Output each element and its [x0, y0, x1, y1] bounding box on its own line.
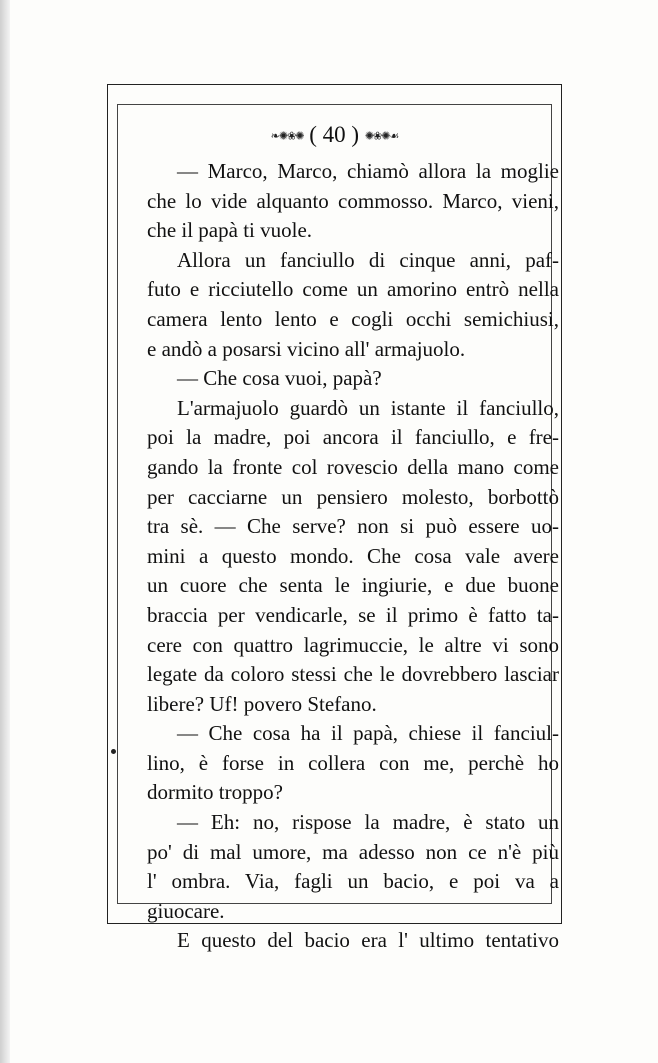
text-line: poi la madre, poi ancora il fanciullo, e fre- — [147, 425, 559, 450]
text-line: lino, è forse in collera con me, perchè ho — [147, 750, 559, 775]
text-line: — Eh: no, rispose la madre, è stato un — [177, 810, 559, 835]
text-line: che il papà ti vuole. — [147, 218, 313, 243]
ornament-left-icon: ❧✺❀✺ — [270, 130, 304, 143]
page-binding-edge — [0, 0, 10, 1063]
ornament-right-icon: ✺❀✺☙ — [364, 130, 399, 143]
text-line: gando la fronte col rovescio della mano come — [147, 454, 559, 479]
text-line: mini a questo mondo. Che cosa vale avere — [147, 543, 559, 568]
text-line: — Che cosa ha il papà, chiese il fanciul- — [177, 721, 559, 746]
text-line: — Marco, Marco, chiamò allora la moglie — [177, 159, 559, 183]
page-number: ( 40 ) — [309, 122, 360, 147]
text-line: che lo vide alquanto commosso. Marco, vieni, — [147, 188, 559, 213]
text-line: e andò a posarsi vicino all' armajuolo. — [147, 336, 466, 361]
text-line: camera lento lento e cogli occhi semichiusi, — [147, 306, 559, 331]
text-line: l' ombra. Via, fagli un bacio, e poi va a — [147, 869, 559, 894]
text-line: — Che cosa vuoi, papà? — [177, 366, 382, 391]
text-line: braccia per vendicarle, se il primo è fatto ta- — [147, 602, 559, 627]
text-line: po' di mal umore, ma adesso non ce n'è più — [147, 839, 559, 864]
text-line: legate da coloro stessi che le dovrebbero lasciar — [147, 662, 559, 687]
text-line: cere con quattro lagrimuccie, le altre vi sono — [147, 632, 559, 657]
text-line: un cuore che senta le ingiurie, e due buone — [147, 573, 559, 598]
text-line: L'armajuolo guardò un istante il fanciullo, — [177, 395, 559, 420]
text-line: per cacciarne un pensiero molesto, borbottò — [147, 484, 559, 509]
page-header — [117, 122, 552, 150]
text-line: Allora un fanciullo di cinque anni, paf- — [177, 247, 559, 272]
text-line: E questo del bacio era l' ultimo tentativo — [177, 928, 559, 953]
text-line: giuocare. — [147, 898, 225, 923]
body-text — [147, 157, 559, 956]
text-line: libere? Uf! povero Stefano. — [147, 691, 377, 716]
text-line: tra sè. — Che serve? non si può essere uo- — [147, 514, 559, 539]
margin-mark — [111, 749, 116, 754]
text-line: futo e ricciutello come un amorino entrò nella — [147, 277, 559, 302]
text-line: dormito troppo? — [147, 780, 283, 805]
